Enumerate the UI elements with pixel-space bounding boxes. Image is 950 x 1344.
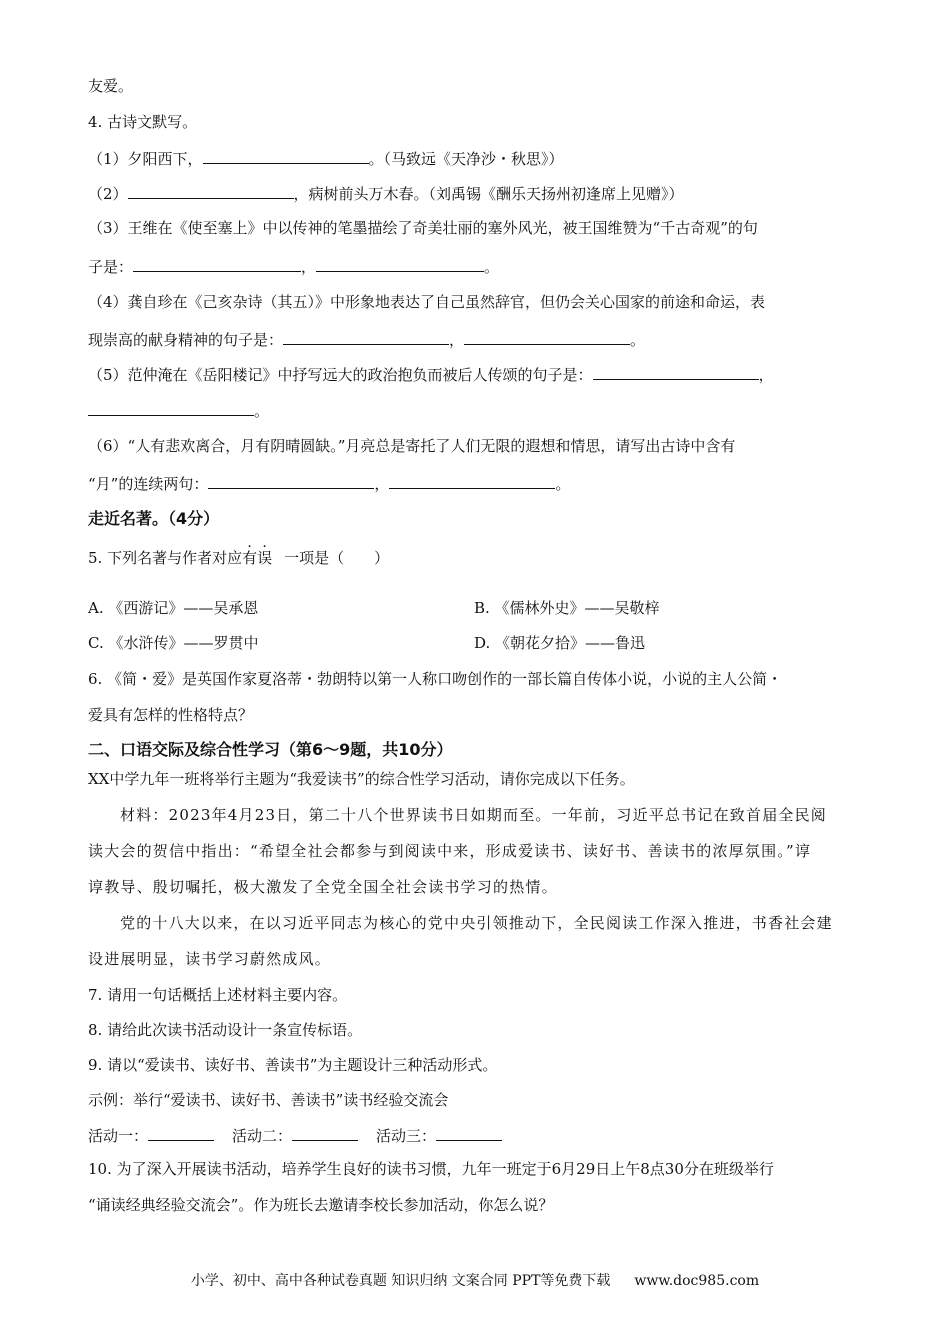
answer-blank[interactable] <box>128 183 294 199</box>
intro-text: XX中学九年一班将举行主题为“我爱读书”的综合性学习活动，请你完成以下任务。 <box>88 770 635 788</box>
question-9: 9. 请以“爱读书、读好书、善读书”为主题设计三种活动形式。 <box>88 1056 498 1074</box>
question-4-4: （4）龚自珍在《己亥杂诗（其五）》中形象地表达了自己虽然辞官，但仍会关心国家的前途和命运，表 <box>88 293 766 311</box>
section-heading-classics: 走近名著。（4分） <box>88 509 220 528</box>
question-4-3-answer: 子是： ， 。 <box>88 258 500 276</box>
answer-blank[interactable] <box>316 256 484 272</box>
answer-blank[interactable] <box>389 473 555 489</box>
question-8: 8. 请给此次读书活动设计一条宣传标语。 <box>88 1021 363 1039</box>
question-5: 5. 下列名著与作者对应有误 一项是（ ） <box>88 549 390 567</box>
answer-blank[interactable] <box>283 329 449 345</box>
question-4-5: （5）范仲淹在《岳阳楼记》中抒写远大的政治抱负而被后人传颂的句子是： ， <box>88 366 774 384</box>
material-line: 读大会的贺信中指出：“希望全社会都参与到阅读中来，形成爱读书、读好书、善读书的浓厚氛围。”谆 <box>88 842 812 860</box>
question-4-6: （6）“人有悲欢离合，月有阴晴圆缺。”月亮总是寄托了人们无限的遐想和情思，请写出古诗中含有 <box>88 437 736 455</box>
answer-blank[interactable] <box>593 364 759 380</box>
option-a[interactable]: A. 《西游记》——吴承恩 <box>88 599 259 617</box>
option-d[interactable]: D. 《朝花夕拾》——鲁迅 <box>474 634 646 652</box>
activity-row: 活动一： 活动二： 活动三： <box>88 1125 502 1146</box>
answer-blank[interactable] <box>203 148 369 164</box>
answer-blank[interactable] <box>464 329 630 345</box>
answer-blank[interactable] <box>88 400 254 416</box>
answer-blank[interactable] <box>148 1125 214 1141</box>
question-4-5-cont: 。 <box>88 400 269 421</box>
question-4-1: （1）夕阳西下， 。（马致远《天净沙・秋思》） <box>88 150 564 168</box>
question-6: 6. 《简・爱》是英国作家夏洛蒂・勃朗特以第一人称口吻创作的一部长篇自传体小说，小说的主人公简・ <box>88 670 783 688</box>
question-4-3: （3）王维在《使至塞上》中以传神的笔墨描绘了奇美壮丽的塞外风光，被王国维赞为“千古奇观”的句 <box>88 219 758 237</box>
answer-blank[interactable] <box>133 256 301 272</box>
section-heading-oral: 二、口语交际及综合性学习（第6～9题，共10分） <box>88 740 453 759</box>
question-10: 10. 为了深入开展读书活动，培养学生良好的读书习惯，九年一班定于6月29日上午8点30分在班级举行 <box>88 1160 774 1178</box>
footer-text: 小学、初中、高中各种试卷真题 知识归纳 文案合同 PPT等免费下载 <box>190 1273 611 1289</box>
question-4-2: （2） ，病树前头万木春。（刘禹锡《酬乐天扬州初逢席上见赠》） <box>88 185 684 203</box>
material-line: 材料：2023年4月23日，第二十八个世界读书日如期而至。一年前，习近平总书记在致首届全民阅 <box>120 806 828 824</box>
question-10-cont: “诵读经典经验交流会”。作为班长去邀请李校长参加活动，你怎么说？ <box>88 1196 554 1214</box>
page-footer <box>0 1270 950 1290</box>
question-4-4-answer: 现崇高的献身精神的句子是： ， 。 <box>88 331 646 349</box>
question-6-cont: 爱具有怎样的性格特点？ <box>88 706 254 724</box>
question-4-title: 4. 古诗文默写。 <box>88 113 198 131</box>
example-text: 示例：举行“爱读书、读好书、善读书”读书经验交流会 <box>88 1091 449 1109</box>
option-c[interactable]: C. 《水浒传》——罗贯中 <box>88 634 259 652</box>
footer-link[interactable]: www.doc985.com <box>634 1273 760 1289</box>
material-line: 设进展明显，读书学习蔚然成风。 <box>88 950 332 968</box>
text-line: 友爱。 <box>88 77 134 95</box>
material-line: 党的十八大以来，在以习近平同志为核心的党中央引领推动下，全民阅读工作深入推进，书香社会建 <box>120 914 833 932</box>
option-b[interactable]: B. 《儒林外史》——吴敬梓 <box>474 599 660 617</box>
question-7: 7. 请用一句话概括上述材料主要内容。 <box>88 986 348 1004</box>
answer-blank[interactable] <box>292 1125 358 1141</box>
answer-blank[interactable] <box>208 473 374 489</box>
material-line: 谆教导、殷切嘱托，极大激发了全党全国全社会读书学习的热情。 <box>88 878 558 896</box>
question-4-6-answer: “月”的连续两句： ， 。 <box>88 475 571 493</box>
answer-blank[interactable] <box>436 1125 502 1141</box>
